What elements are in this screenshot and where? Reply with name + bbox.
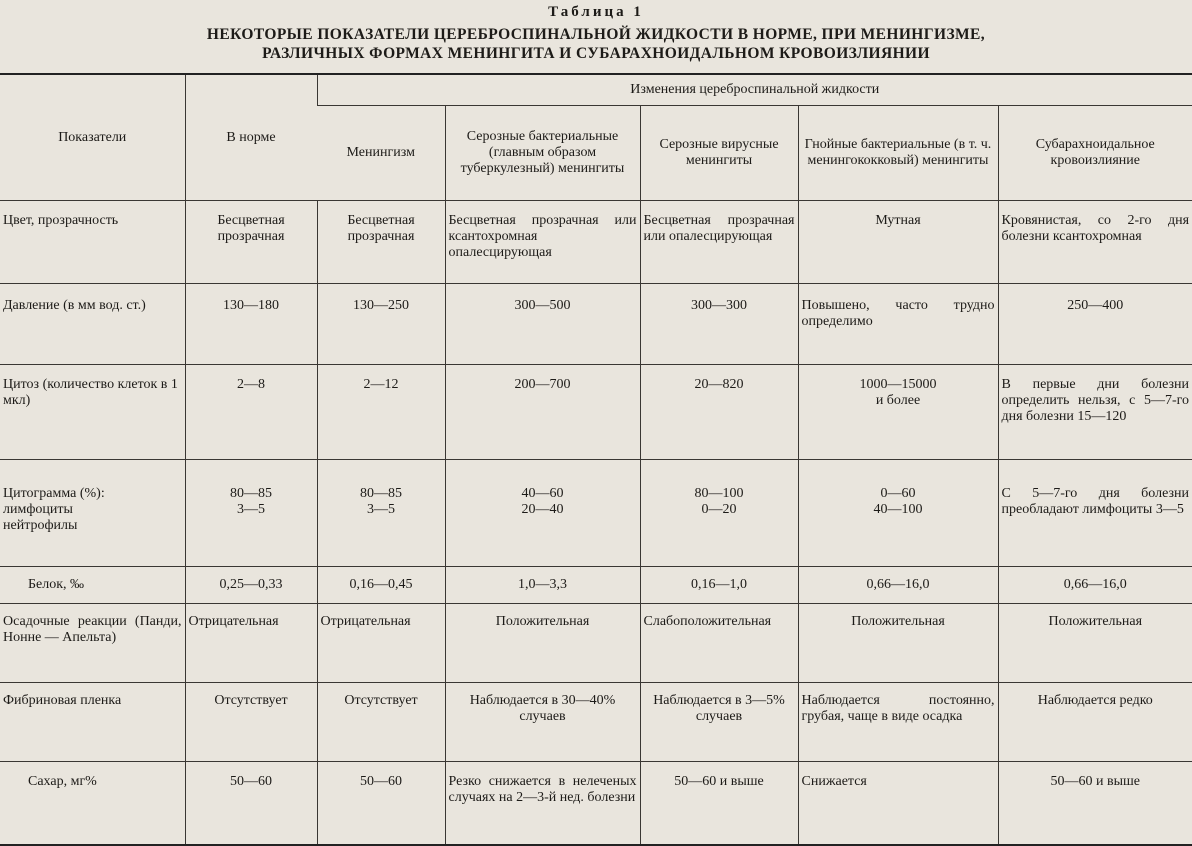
row-label: Осадочные реакции (Панди, Нонне — Апельта) — [0, 604, 185, 683]
table-header-row — [0, 75, 1192, 106]
header-serous-viral: Серозные вирусные менингиты — [640, 106, 798, 201]
table-cell: 0,66—16,0 — [998, 567, 1192, 604]
table-cell: Наблюдается в 30—40% случаев — [445, 683, 640, 762]
table-row — [0, 460, 1192, 567]
table-cell: 50—60 — [185, 762, 317, 845]
header-subarachnoid-hemorrhage: Субарахноидальное кровоизлияние — [998, 106, 1192, 201]
table-row — [0, 762, 1192, 845]
table-cell: 50—60 и выше — [640, 762, 798, 845]
table-cell: 0,16—0,45 — [317, 567, 445, 604]
table-cell: 0,16—1,0 — [640, 567, 798, 604]
row-label: Цвет, прозрачность — [0, 201, 185, 284]
table-cell: Резко снижается в нелеченых случаях на 2—3-й нед. болезни — [445, 762, 640, 845]
row-label: Цитограмма (%): лимфоциты нейтрофилы — [0, 460, 185, 567]
table-cell: Положительная — [798, 604, 998, 683]
table-cell: 1,0—3,3 — [445, 567, 640, 604]
table-cell: Бесцветная прозрачная или опалесцирующая — [640, 201, 798, 284]
table-row — [0, 683, 1192, 762]
row-label: Фибриновая пленка — [0, 683, 185, 762]
table-cell: 1000—15000 и более — [798, 365, 998, 460]
table-cell: Положительная — [445, 604, 640, 683]
row-label: Белок, ‰ — [0, 567, 185, 604]
table-cell: 130—250 — [317, 284, 445, 365]
table-caption: Таблица 1 — [548, 4, 644, 20]
table-cell: 2—8 — [185, 365, 317, 460]
table-cell: 80—85 3—5 — [317, 460, 445, 567]
header-serous-bacterial: Серозные бактериальные (главным образом туберкулезный) менингиты — [445, 106, 640, 201]
table-cell: 2—12 — [317, 365, 445, 460]
table-cell: Кровянистая, со 2-го дня болезни ксантохромная — [998, 201, 1192, 284]
table-title — [0, 25, 1192, 63]
table-cell: Слабоположительная — [640, 604, 798, 683]
header-changes: Изменения цереброспинальной жидкости — [317, 75, 1192, 106]
table-cell: Наблюдается постоянно, грубая, чаще в виде осадка — [798, 683, 998, 762]
table-row — [0, 365, 1192, 460]
table-cell: Отрицательная — [185, 604, 317, 683]
table-title-line: НЕКОТОРЫЕ ПОКАЗАТЕЛИ ЦЕРЕБРОСПИНАЛЬНОЙ ЖИДКОСТИ В НОРМЕ, ПРИ МЕНИНГИЗМЕ, — [206, 26, 986, 43]
table-cell: Наблюдается редко — [998, 683, 1192, 762]
table-cell: Положительная — [998, 604, 1192, 683]
row-label: Давление (в мм вод. ст.) — [0, 284, 185, 365]
header-purulent-bacterial: Гнойные бактериальные (в т. ч. менингококковый) менингиты — [798, 106, 998, 201]
table-cell: В первые дни болезни определить нельзя, с 5—7-го дня болезни 15—120 — [998, 365, 1192, 460]
table-cell: Мутная — [798, 201, 998, 284]
table-cell: 250—400 — [998, 284, 1192, 365]
table-cell: 200—700 — [445, 365, 640, 460]
table-cell: С 5—7-го дня болезни преобладают лимфоциты 3—5 — [998, 460, 1192, 567]
table-cell: Отрицательная — [317, 604, 445, 683]
table-cell: 80—100 0—20 — [640, 460, 798, 567]
table-cell: 130—180 — [185, 284, 317, 365]
table-cell: Отсутствует — [185, 683, 317, 762]
data-table-container — [0, 73, 1192, 846]
table-cell: Бесцветная прозрачная или ксантохромная опалесцирующая — [445, 201, 640, 284]
table-cell: Повышено, часто трудно определимо — [798, 284, 998, 365]
table-cell: Снижается — [798, 762, 998, 845]
row-label: Цитоз (количество клеток в 1 мкл) — [0, 365, 185, 460]
header-meningism: Менингизм — [317, 106, 445, 201]
table-cell: 50—60 — [317, 762, 445, 845]
table-row — [0, 567, 1192, 604]
table-cell: Бесцветная прозрачная — [317, 201, 445, 284]
table-cell: Наблюдается в 3—5% случаев — [640, 683, 798, 762]
header-norm: В норме — [185, 75, 317, 201]
table-cell: 50—60 и выше — [998, 762, 1192, 845]
row-label: Сахар, мг% — [0, 762, 185, 845]
table-cell: 80—85 3—5 — [185, 460, 317, 567]
table-title-line: РАЗЛИЧНЫХ ФОРМАХ МЕНИНГИТА И СУБАРАХНОИДАЛЬНОМ КРОВОИЗЛИЯНИИ — [262, 45, 930, 62]
table-cell: 300—500 — [445, 284, 640, 365]
table-cell: 0—60 40—100 — [798, 460, 998, 567]
table-cell: Бесцветная прозрачная — [185, 201, 317, 284]
table-cell: 40—60 20—40 — [445, 460, 640, 567]
table-row — [0, 201, 1192, 284]
table-cell: 0,25—0,33 — [185, 567, 317, 604]
table-cell: 20—820 — [640, 365, 798, 460]
table-cell: 0,66—16,0 — [798, 567, 998, 604]
table-cell: 300—300 — [640, 284, 798, 365]
table-row — [0, 284, 1192, 365]
table-row — [0, 604, 1192, 683]
header-indicators: Показатели — [58, 129, 127, 145]
table-cell: Отсутствует — [317, 683, 445, 762]
data-table — [0, 75, 1192, 844]
